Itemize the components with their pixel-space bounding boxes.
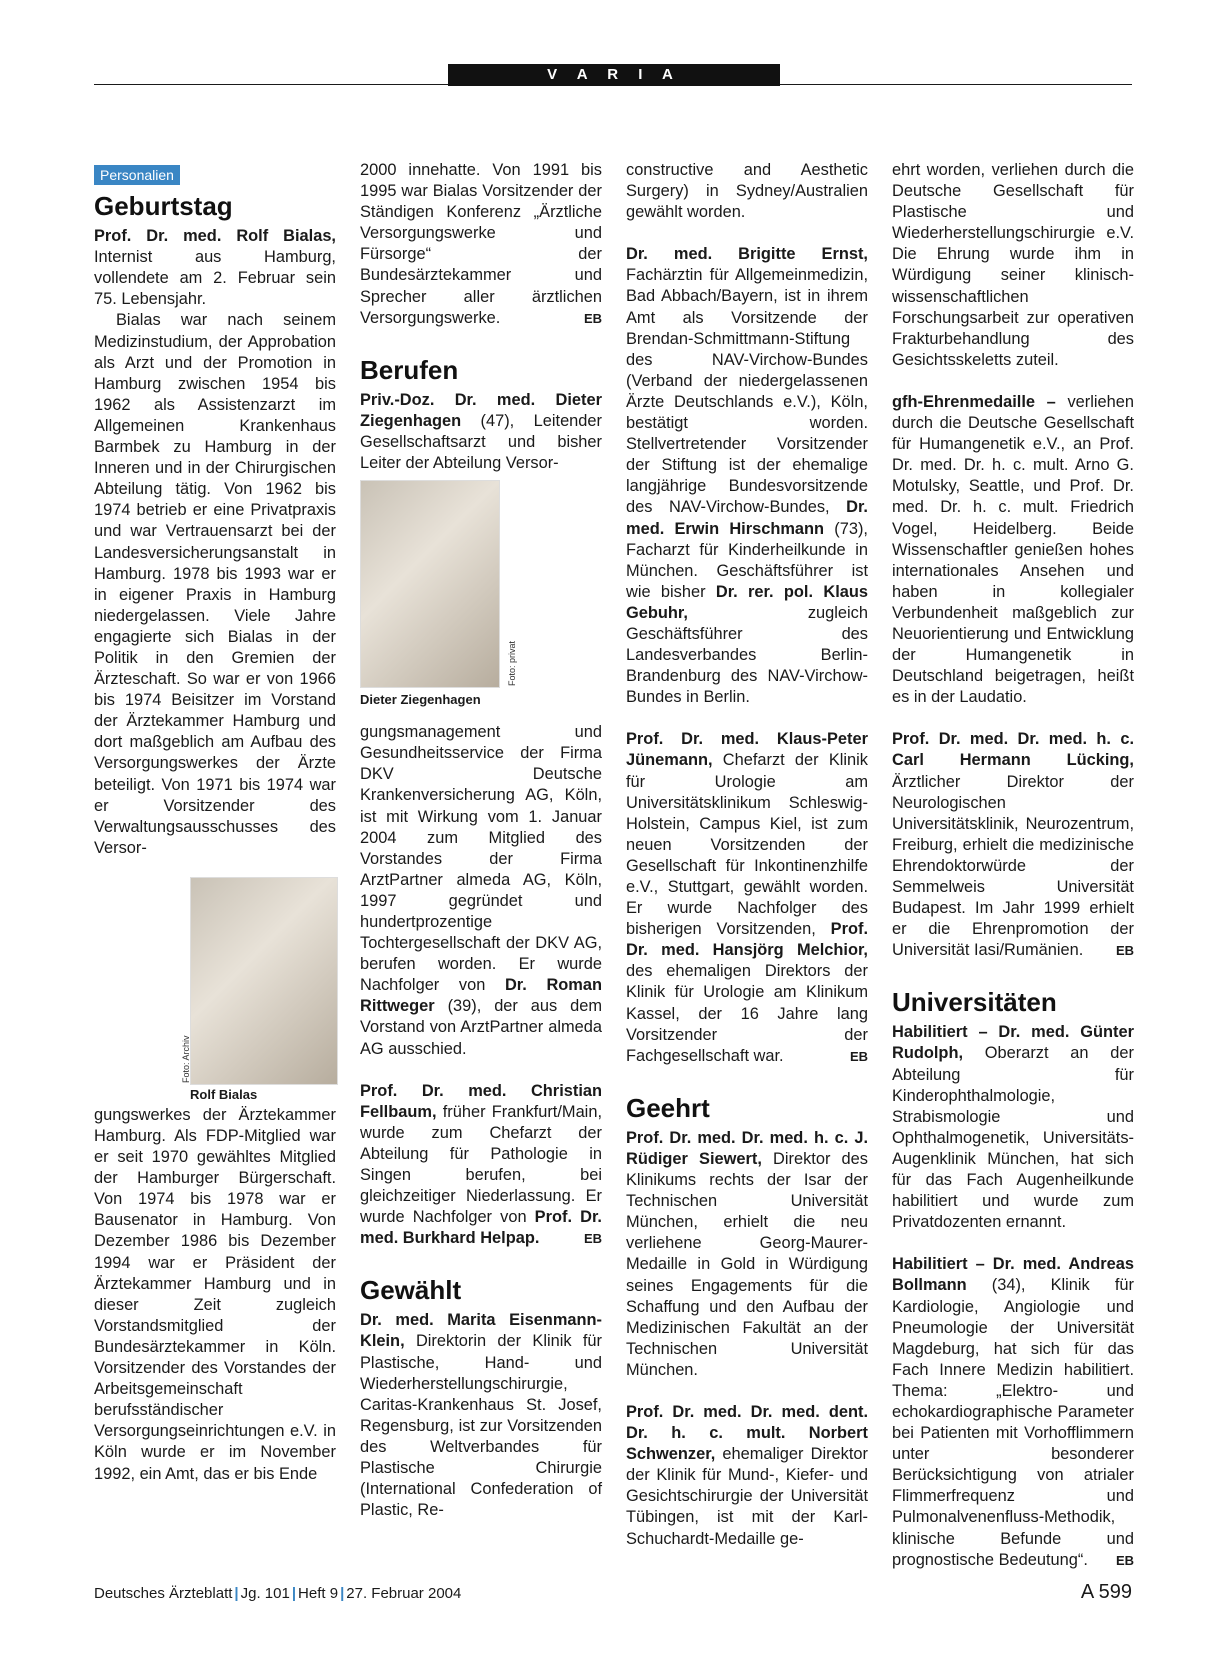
- paragraph-ziegenhagen-continued: gungsmanagement und Gesundheitsservice der Firma DKV Deutsche Krankenversicherung AG, Köln, ist mit Wirkung vom 1. Januar 2004 zum Mitglied des Vorstandes der Firma ArztPartner almeda AG, Köln, 1997 gegründet und hundertprozentige Tochtergesellschaft der DKV AG, berufen worden. Er wurde Nachfolger von Dr. Roman Rittweger (39), der aus dem Vorstand von ArztPartner almeda AG ausschied.: [360, 723, 602, 1058]
- photo-caption: Dieter Ziegenhagen: [360, 692, 481, 708]
- paragraph-bialas-career: Bialas war nach seinem Medizinstudium, der Approbation als Arzt und der Promotion in Hamburg zwischen 1954 bis 1962 als Assistenzarzt im Allgemeinen Krankenhaus Barmbek zu Hamburg in der Inneren und in der Chirurgischen Abteilung tätig. Von 1962 bis 1974 betrieb er eine Privatpraxis und war Vertrauensarzt bei der Landesversicherungsanstalt in Hamburg. 1978 bis 1993 war er in eigener Praxis in Hamburg niedergelassen. Viele Jahre engagierte sich Bialas in der Politik in den Gremien der Ärzteschaft. So war er von 1966 bis 1974 Beisitzer im Vorstand der Ärztekammer Hamburg und dort maßgeblich am Aufbau des Versorgungswerkes der Ärzte beteiligt. Von 1971 bis 1974 war er Vorsitzender des Verwaltungsausschusses des Versor-: [94, 311, 336, 857]
- journal-date: 27. Februar 2004: [346, 1585, 462, 1602]
- paragraph-ziegenhagen: Priv.-Doz. Dr. med. Dieter Ziegenhagen (47), Leitender Gesellschaftsarzt und bisher Leiter der Abteilung Versor-: [360, 390, 602, 473]
- signature-eb: EB: [583, 310, 602, 326]
- name-bialas: Prof. Dr. med. Rolf Bialas,: [94, 227, 336, 246]
- footer-separator: |: [291, 1585, 297, 1602]
- signature-eb: EB: [849, 1048, 868, 1064]
- heading-gewaehlt: Gewählt: [360, 1275, 462, 1306]
- figure-bialas: [94, 877, 336, 1105]
- kicker-personalien: Personalien: [94, 165, 180, 185]
- page-number: A 599: [1080, 1581, 1132, 1603]
- figure-ziegenhagen: [360, 480, 602, 722]
- heading-universitaeten: Universitäten: [892, 987, 1057, 1018]
- signature-eb: EB: [1115, 1552, 1134, 1568]
- paragraph-bialas-intro: Prof. Dr. med. Rolf Bialas, Internist aus Hamburg, vollendete am 2. Februar sein 75. Lebensjahr.: [94, 227, 336, 309]
- heading-geehrt: Geehrt: [626, 1092, 710, 1123]
- photo-rolf-bialas: [190, 877, 338, 1085]
- paragraph-bollmann: Habilitiert – Dr. med. Andreas Bollmann (34), Klinik für Kardiologie, Angiologie und Pneumologie der Universität Magdeburg, hat sich für das Fach Innere Medizin habilitiert. Thema: „Elektro- und echokardiographische Parameter bei Patienten mit Vorhofflimmern unter besonderer Berücksichtigung von atrialer Flimmerfrequenz und Pulmonalvenenfluss-Methodik, klinische Befunde und prognostische Bedeutung“. EB: [892, 1254, 1134, 1570]
- column-4: [892, 160, 1134, 1571]
- heading-geburtstag: Geburtstag: [94, 191, 233, 222]
- signature-eb: EB: [583, 1231, 602, 1247]
- journal-volume: Jg. 101: [240, 1585, 290, 1602]
- paragraph-schwenzer-end: ehrt worden, verliehen durch die Deutsche Gesellschaft für Plastische und Wiederherstellungschirurgie e.V. Die Ehrung wurde ihm in Würdigung seiner klinisch-wissenschaftlichen Forschungsarbeit zur operativen Frakturbehandlung des Gesichtsskeletts zuteil.: [892, 161, 1134, 369]
- column-2: [360, 160, 602, 1521]
- section-header: V A R I A: [448, 64, 780, 86]
- paragraph-siewert: Prof. Dr. med. Dr. med. h. c. J. Rüdiger Siewert, Direktor des Klinikums rechts der Isar der Technischen Universität München, erhielt die neu verliehene Georg-Maurer-Medaille in Gold in Würdigung seines Engagements für die Schaffung und den Aufbau der Medizinischen Fakultät an der Technischen Universität München.: [626, 1128, 868, 1379]
- footer-separator: |: [340, 1585, 345, 1602]
- page-footer: [94, 1581, 1132, 1603]
- paragraph-ernst: Dr. med. Brigitte Ernst, Fachärztin für Allgemeinmedizin, Bad Abbach/Bayern, ist in ihrem Amt als Vorsitzende der Brendan-Schmittmann-Stiftung des NAV-Virchow-Bundes (Verband der niedergelassenen Ärzte Deutschlands e.V.), Köln, bestätigt worden. Stellvertretender Vorsitzender der Stiftung ist der ehemalige langjährige Bundesvorsitzende des NAV-Virchow-Bundes, Dr. med. Erwin Hirschmann (73), Facharzt für Kinderheilkunde in München. Geschäftsführer ist wie bisher Dr. rer. pol. Klaus Gebuhr, zugleich Geschäftsführer des Landesverbandes Berlin-Brandenburg des NAV-Virchow-Bundes in Berlin.: [626, 245, 868, 707]
- paragraph-luecking: Prof. Dr. med. Dr. med. h. c. Carl Hermann Lücking, Ärztlicher Direktor der Neurologischen Universitätsklinik, Neurozentrum, Freiburg, erhielt die medizinische Ehrendoktorwürde der Semmelweis Universität Budapest. Im Jahr 1999 erhielt er die Ehrenpromotion der Universität Iasi/Rumänien. EB: [892, 729, 1134, 961]
- photo-caption: Rolf Bialas: [190, 1086, 258, 1102]
- journal-issue: Heft 9: [298, 1585, 339, 1602]
- paragraph-rudolph: Habilitiert – Dr. med. Günter Rudolph, Oberarzt an der Abteilung für Kinderophthalmologie, Strabismologie und Ophthalmogenetik, Universitäts-Augenklinik München, hat sich für das Fach Augenheilkunde habilitiert und wurde zum Privatdozenten ernannt.: [892, 1023, 1134, 1232]
- photo-credit: Foto: Archiv: [181, 1035, 191, 1083]
- photo-dieter-ziegenhagen: [360, 480, 500, 688]
- heading-berufen: Berufen: [360, 354, 459, 385]
- paragraph-gfh-medal: gfh-Ehrenmedaille – verliehen durch die Deutsche Gesellschaft für Humangenetik e.V., an Prof. Dr. med. Dr. h. c. mult. Arno G. Motulsky, Seattle, und Prof. Dr. med. Dr. h. c. mult. Friedrich Vogel, Heidelberg. Beide Wissenschaftler genießen hohes internationales Ansehen und haben in kollegialer Verbundenheit maßgeblich zur Neuorientierung und Entwicklung der Humangenetik in Deutschland beigetragen, heißt es in der Laudatio.: [892, 392, 1134, 707]
- paragraph-eisenmann-end: constructive and Aesthetic Surgery) in Sydney/Australien gewählt worden.: [626, 161, 868, 222]
- paragraph-fellbaum: Prof. Dr. med. Christian Fellbaum, früher Frankfurt/Main, wurde zum Chefarzt der Abteilung für Pathologie in Singen berufen, bei gleichzeitiger Niederlassung. Er wurde Nachfolger von Prof. Dr. med. Burkhard Helpap. EB: [360, 1081, 602, 1250]
- paragraph-juenemann: Prof. Dr. med. Klaus-Peter Jünemann, Chefarzt der Klinik für Urologie am Universitätsklinikum Schleswig-Holstein, Campus Kiel, ist zum neuen Vorsitzenden der Gesellschaft für Inkontinenzhilfe e.V., Stuttgart, gewählt worden. Er wurde Nachfolger des bisherigen Vorsitzenden, Prof. Dr. med. Hansjörg Melchior, des ehemaligen Direktors der Klinik für Urologie am Klinikum Kassel, der 16 Jahre lang Vorsitzender der Fachgesellschaft war. EB: [626, 729, 868, 1067]
- photo-credit: Foto: privat: [507, 641, 517, 687]
- paragraph-bialas-end: 2000 innehatte. Von 1991 bis 1995 war Bialas Vorsitzender der Ständigen Konferenz „Ärztliche Versorgungswerke und Fürsorge“ der Bundesärztekammer und Sprecher aller ärztlichen Versorgungswerke. EB: [360, 160, 602, 329]
- footer-separator: |: [234, 1585, 239, 1602]
- paragraph-bialas-continued: gungswerkes der Ärztekammer Hamburg. Als FDP-Mitglied war er seit 1970 gewähltes Mitglied der Hamburger Bürgerschaft. Von 1974 bis 1978 war er Bausenator in Hamburg. Von Dezember 1986 bis Dezember 1994 war er Präsident der Ärztekammer Hamburg und in dieser Zeit zugleich Vorstandsmitglied der Bundesärztekammer in Köln. Vorsitzender des Vorstandes der Arbeitsgemeinschaft berufsständischer Versorgungseinrichtungen e.V. in Köln wurde er im November 1992, ein Amt, das er bis Ende: [94, 1105, 336, 1483]
- paragraph-eisenmann-klein: Dr. med. Marita Eisenmann-Klein, Direktorin der Klinik für Plastische, Hand- und Wiederherstellungschirurgie, Caritas-Krankenhaus St. Josef, Regensburg, ist zur Vorsitzenden des Weltverbandes für Plastische Chirurgie (International Confederation of Plastic, Re-: [360, 1311, 602, 1520]
- paragraph-schwenzer: Prof. Dr. med. Dr. med. dent. Dr. h. c. mult. Norbert Schwenzer, ehemaliger Direktor der Klinik für Mund-, Kiefer- und Gesichtschirurgie der Universität Tübingen, ist mit der Karl-Schuchardt-Medaille ge-: [626, 1402, 868, 1548]
- column-3: [626, 160, 868, 1550]
- signature-eb: EB: [1115, 943, 1134, 959]
- journal-name: Deutsches Ärzteblatt: [94, 1585, 233, 1602]
- column-1: [94, 160, 336, 1485]
